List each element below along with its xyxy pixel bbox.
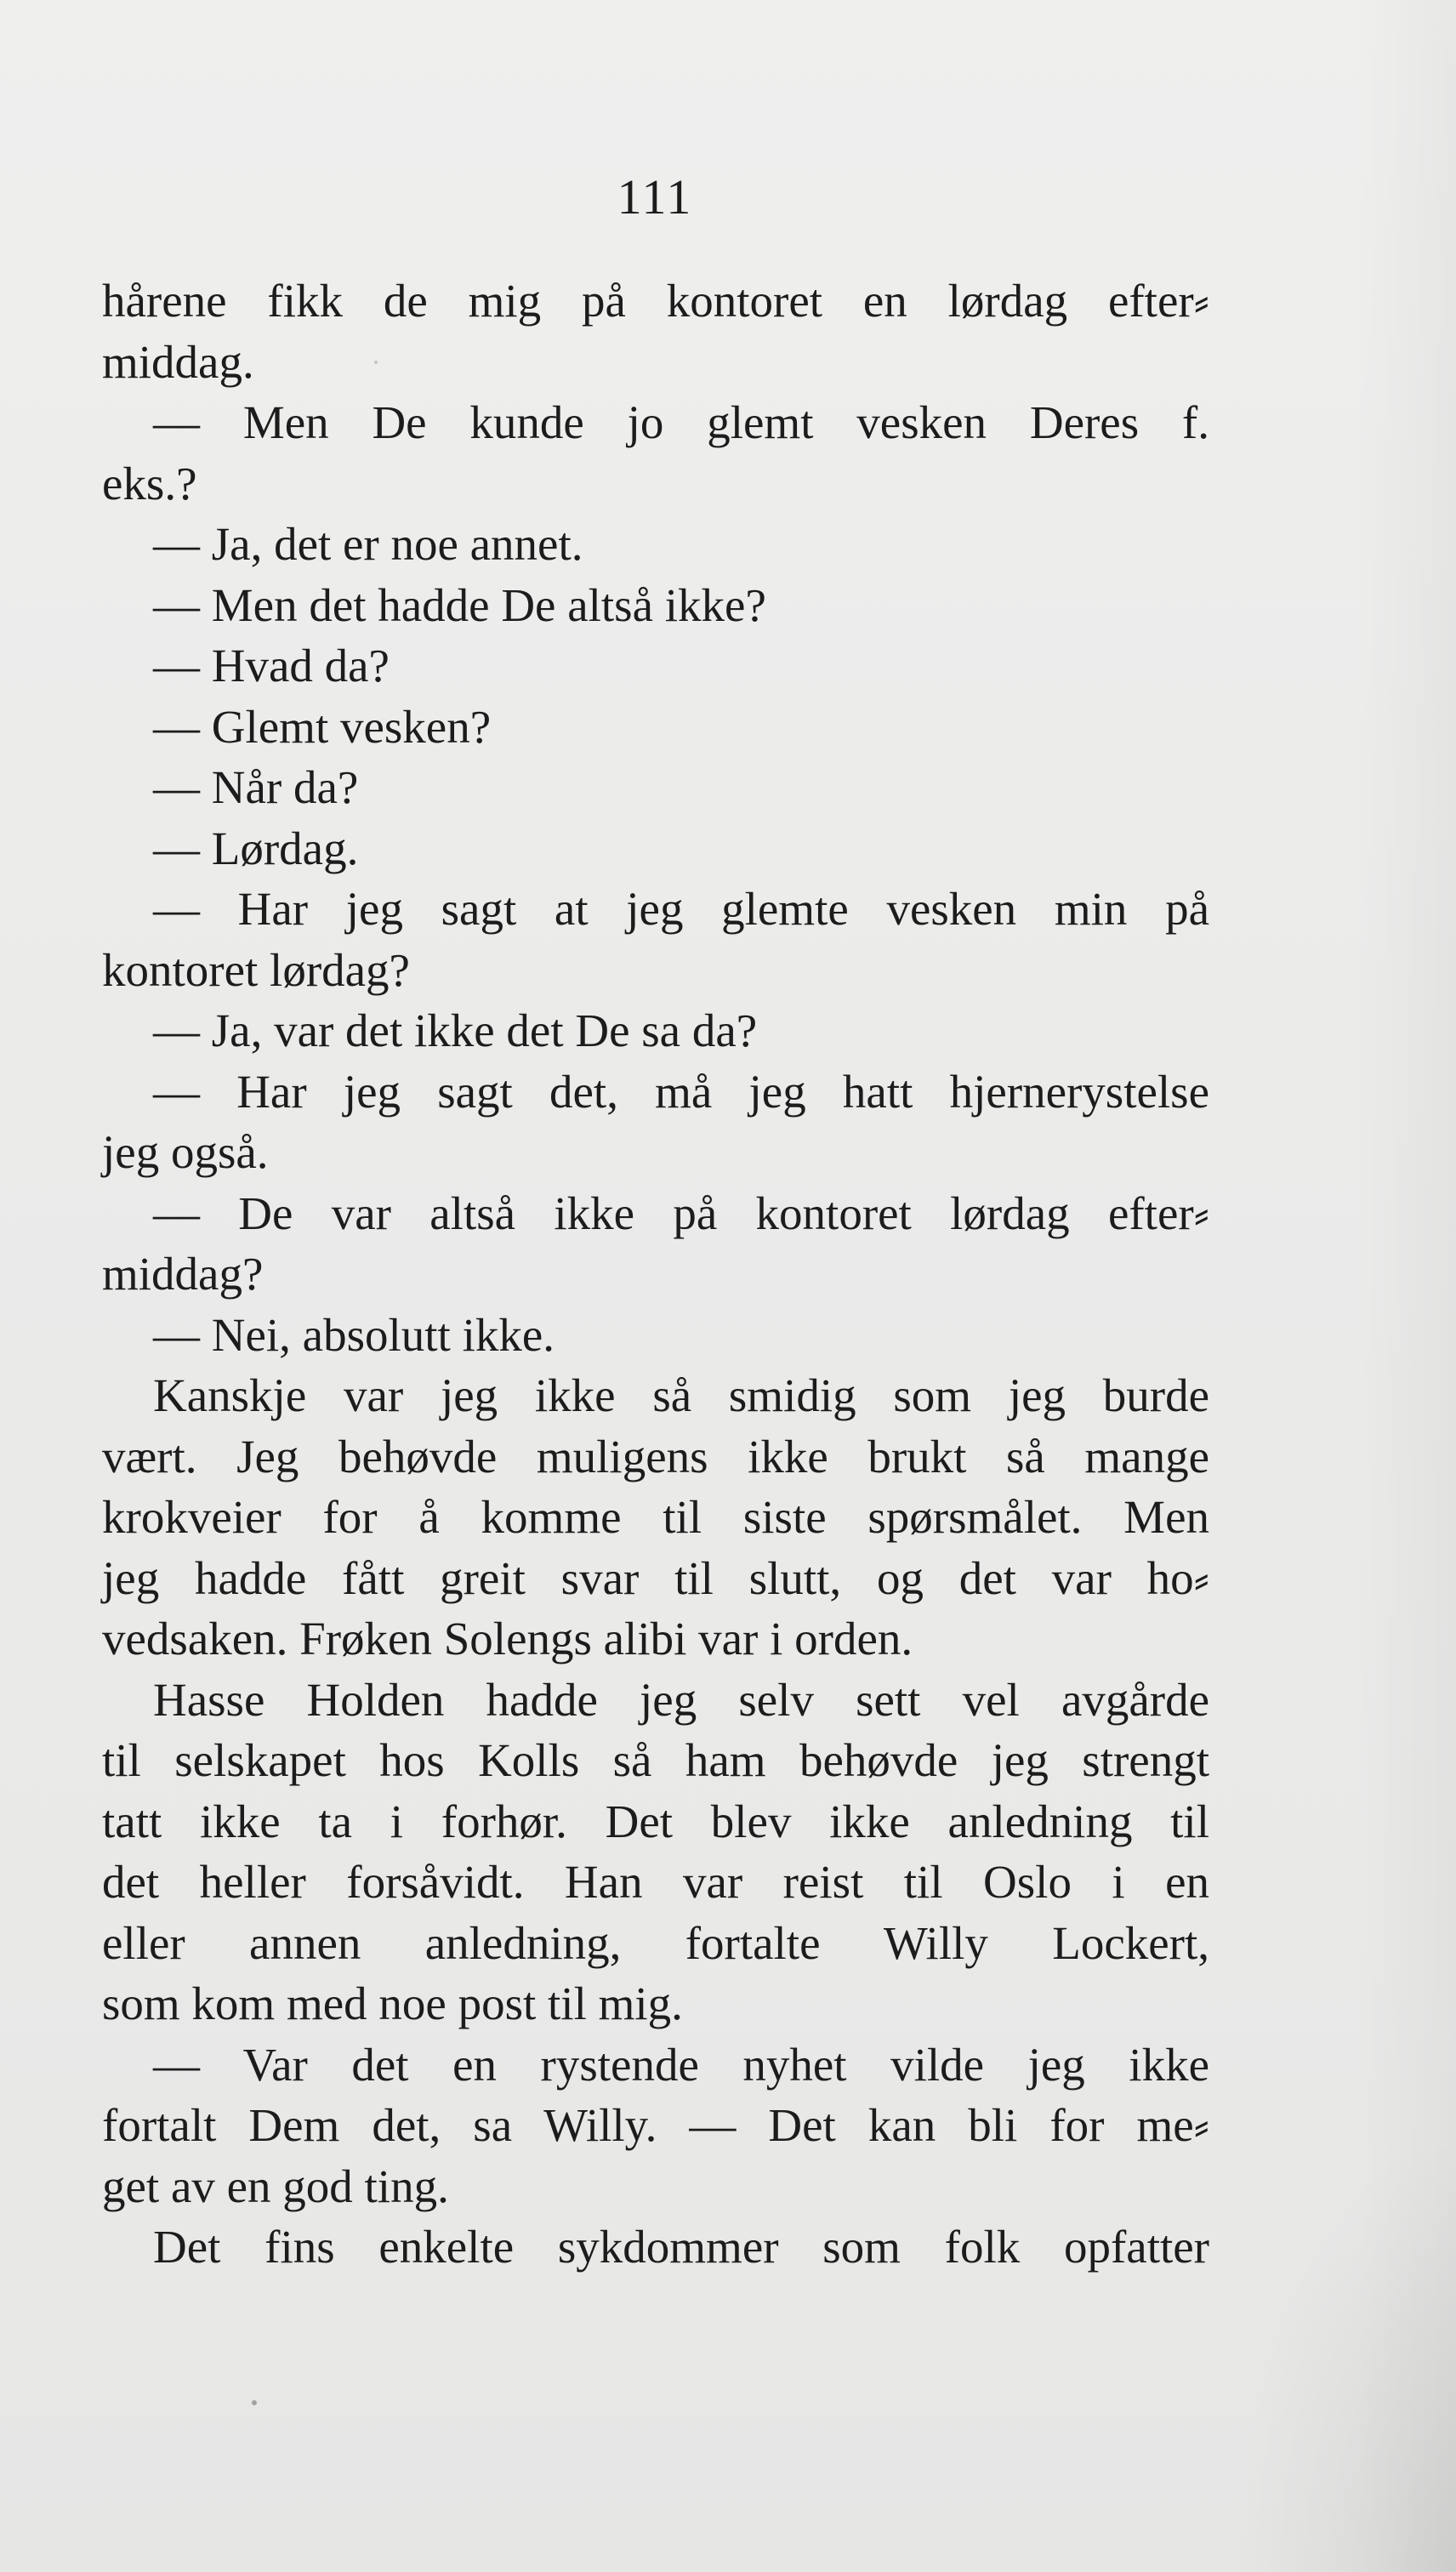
text-line: middag. <box>102 335 254 388</box>
text-line: — Var det en rystende nyhet vilde jeg ikke <box>153 2038 1209 2091</box>
text-line: jeg også. <box>102 1126 269 1178</box>
text-line: Kanskje var jeg ikke så smidig som jeg burde <box>153 1369 1209 1421</box>
text-line: — Lørdag. <box>153 822 359 874</box>
text-line: — Men De kunde jo glemt vesken Deres f. <box>153 396 1209 448</box>
text-line: fortalt Dem det, sa Willy. — Det kan bli for me⸗ <box>102 2099 1209 2151</box>
text-line: Det fins enkelte sykdommer som folk opfatter <box>153 2221 1209 2273</box>
text-line: vært. Jeg behøvde muligens ikke brukt så mange <box>102 1430 1209 1482</box>
text-line: — De var altså ikke på kontoret lørdag efter⸗ <box>153 1186 1209 1239</box>
body-text <box>102 270 1209 2278</box>
text-line: — Glemt vesken? <box>153 700 492 753</box>
text-line: jeg hadde fått greit svar til slutt, og det var ho⸗ <box>102 1551 1209 1604</box>
text-line: hårene fikk de mig på kontoret en lørdag efter⸗ <box>102 275 1209 327</box>
text-line: — Ja, det er noe annet. <box>153 518 583 570</box>
text-line: — Har jeg sagt det, må jeg hatt hjernerystelse <box>153 1065 1209 1118</box>
text-line: eller annen anledning, fortalte Willy Lockert, <box>102 1916 1209 1969</box>
scan-shadow-corner <box>1235 2130 1456 2572</box>
paper-speck <box>374 361 378 364</box>
text-line: — Men det hadde De altså ikke? <box>153 578 766 631</box>
text-line: — Ja, var det ikke det De sa da? <box>153 1004 758 1056</box>
page-number: 111 <box>617 169 693 225</box>
text-line: tatt ikke ta i forhør. Det blev ikke anledning til <box>102 1795 1209 1847</box>
text-line: middag? <box>102 1248 264 1300</box>
text-line: kontoret lørdag? <box>102 943 410 996</box>
text-line: krokveier for å komme til siste spørsmålet. Men <box>102 1491 1209 1543</box>
text-line: — Når da? <box>153 761 359 813</box>
text-line: eks.? <box>102 457 197 509</box>
paper-speck <box>252 2400 257 2405</box>
text-line: — Har jeg sagt at jeg glemte vesken min på <box>153 883 1209 935</box>
text-line: det heller forsåvidt. Han var reist til Oslo i en <box>102 1856 1209 1908</box>
text-line: — Hvad da? <box>153 640 390 691</box>
text-line: Hasse Holden hadde jeg selv sett vel avgårde <box>153 1673 1209 1726</box>
text-line: vedsaken. Frøken Solengs alibi var i orden. <box>102 1613 913 1664</box>
text-line: til selskapet hos Kolls så ham behøvde jeg strengt <box>102 1734 1209 1786</box>
text-line: — Nei, absolutt ikke. <box>153 1308 555 1361</box>
text-line: som kom med noe post til mig. <box>102 1977 683 2029</box>
text-line: get av en god ting. <box>102 2159 449 2212</box>
